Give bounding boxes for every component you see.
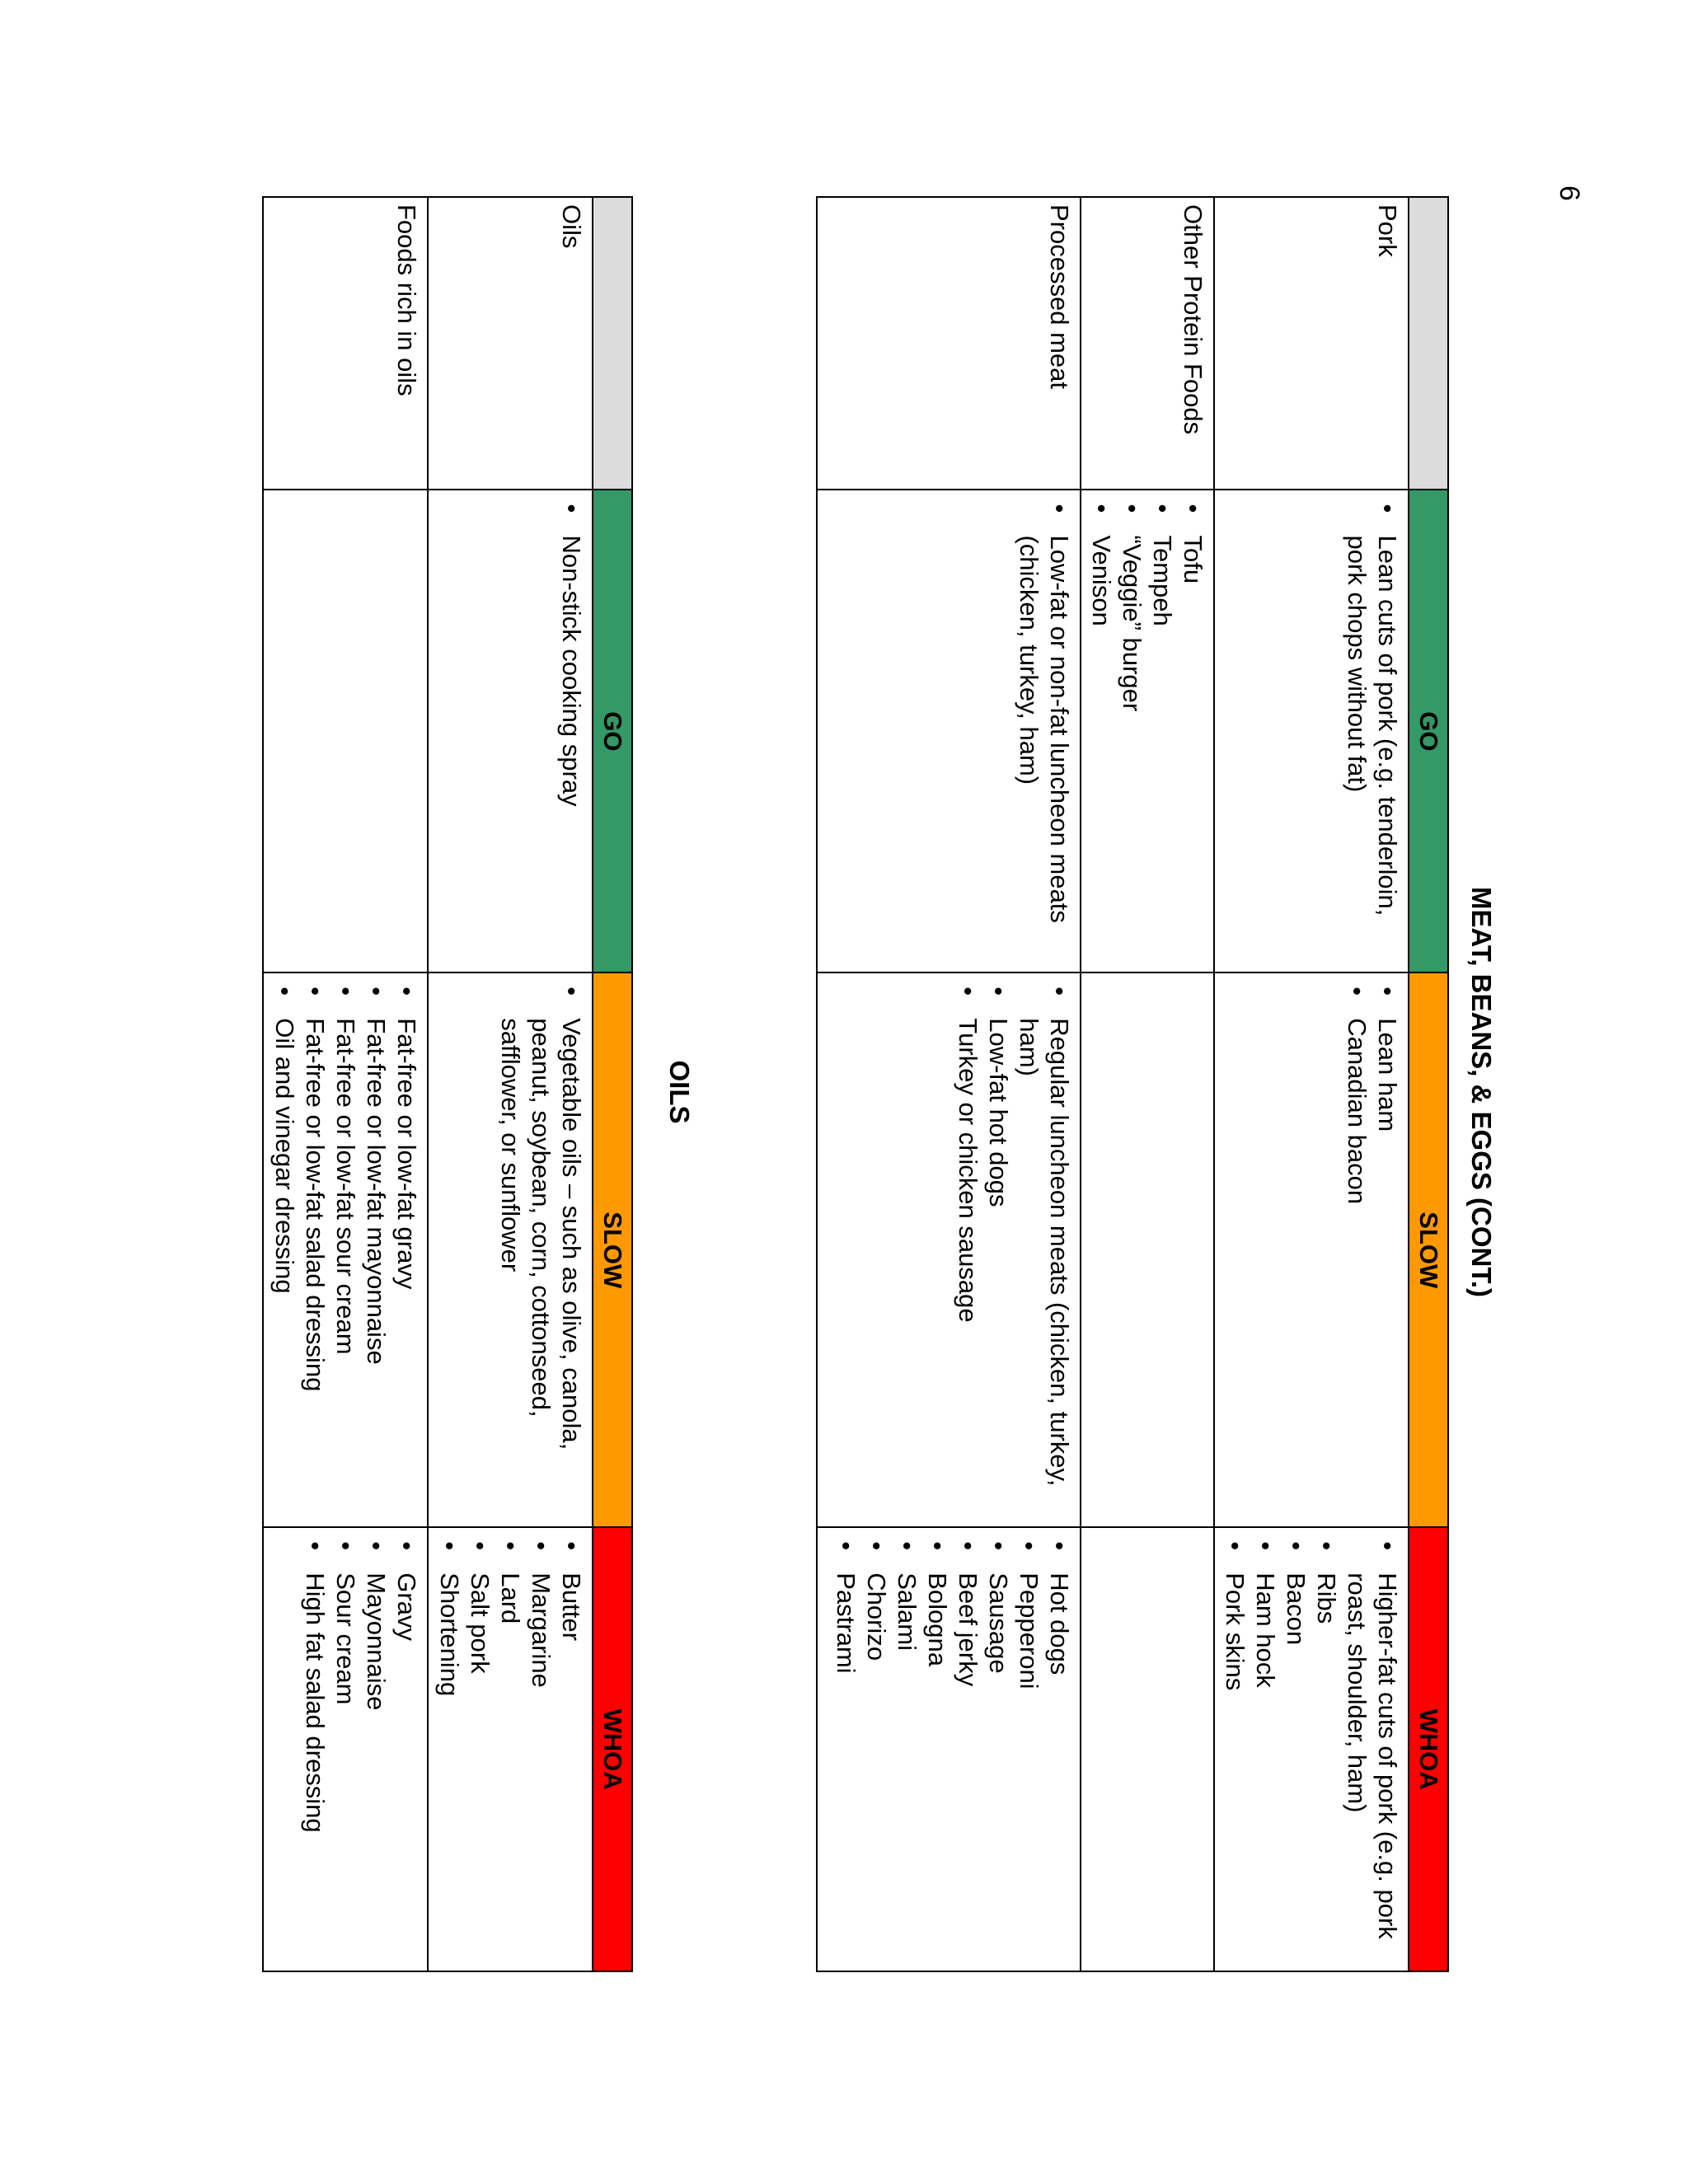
list-item: • Tofu bbox=[1178, 497, 1208, 965]
list-item: • Lard bbox=[495, 1535, 526, 1964]
list-item: • Shortening bbox=[434, 1535, 465, 1964]
list-item: • Fat-free or low-fat gravy bbox=[392, 980, 422, 1520]
list-item: • Low-fat or non-fat luncheon meats (chicken, turkey, ham) bbox=[1014, 497, 1075, 965]
slow-cell bbox=[817, 972, 1081, 1527]
page-number: 6 bbox=[1554, 185, 1585, 201]
table-header-row bbox=[593, 197, 632, 1971]
whoa-cell bbox=[428, 1527, 593, 1971]
header-go: GO bbox=[593, 490, 632, 972]
go-cell bbox=[817, 490, 1081, 972]
list-item: • Oil and vinegar dressing bbox=[270, 980, 300, 1520]
header-whoa: WHOA bbox=[593, 1527, 632, 1971]
whoa-cell bbox=[1214, 1527, 1409, 1971]
list-item: • Gravy bbox=[392, 1535, 422, 1964]
list-item: • Salt pork bbox=[465, 1535, 495, 1964]
header-go: GO bbox=[1409, 490, 1448, 972]
slow-cell bbox=[263, 972, 428, 1527]
row-category: Foods rich in oils bbox=[263, 197, 428, 490]
list-item: • Venison bbox=[1086, 497, 1117, 965]
list-item: • Beef jerky bbox=[953, 1535, 983, 1964]
list-item: • Bologna bbox=[922, 1535, 953, 1964]
list-item: • Butter bbox=[556, 1535, 587, 1964]
section-title-meat: MEAT, BEANS, & EGGS (CONT.) bbox=[1466, 886, 1497, 1298]
header-category bbox=[1409, 197, 1448, 490]
header-slow: SLOW bbox=[593, 972, 632, 1527]
list-item: • Low-fat hot dogs bbox=[983, 980, 1014, 1520]
list-item: • Regular luncheon meats (chicken, turkey, ham) bbox=[1014, 980, 1075, 1520]
whoa-cell bbox=[263, 1527, 428, 1971]
list-item: • Lean ham bbox=[1372, 980, 1403, 1520]
list-item: • Pepperoni bbox=[1014, 1535, 1044, 1964]
table-row bbox=[817, 197, 1081, 1971]
list-item: • Canadian bacon bbox=[1342, 980, 1372, 1520]
list-item: • Fat-free or low-fat mayonnaise bbox=[361, 980, 392, 1520]
list-item: • Tempeh bbox=[1147, 497, 1178, 965]
go-cell bbox=[1214, 490, 1409, 972]
whoa-cell bbox=[1081, 1527, 1214, 1971]
list-item: • Salami bbox=[892, 1535, 922, 1964]
list-item: • Bacon bbox=[1281, 1535, 1311, 1964]
row-category: Oils bbox=[428, 197, 593, 490]
header-category bbox=[593, 197, 632, 490]
list-item: • Ribs bbox=[1311, 1535, 1342, 1964]
list-item: • Hot dogs bbox=[1044, 1535, 1075, 1964]
table-header-row bbox=[1409, 197, 1448, 1971]
row-category: Processed meat bbox=[817, 197, 1081, 490]
list-item: • Non-stick cooking spray bbox=[556, 497, 587, 965]
list-item: • Higher-fat cuts of pork (e.g. pork roast, shoulder, ham) bbox=[1342, 1535, 1403, 1964]
table-row bbox=[1214, 197, 1409, 1971]
list-item: • Mayonnaise bbox=[361, 1535, 392, 1964]
table-row bbox=[428, 197, 593, 1971]
list-item: • High fat salad dressing bbox=[300, 1535, 331, 1964]
row-category: Pork bbox=[1214, 197, 1409, 490]
table-row bbox=[1081, 197, 1214, 1971]
list-item: • Chorizo bbox=[861, 1535, 892, 1964]
list-item: • Fat-free or low-fat sour cream bbox=[331, 980, 361, 1520]
slow-cell bbox=[1081, 972, 1214, 1527]
list-item: • Sausage bbox=[983, 1535, 1014, 1964]
list-item: • “Veggie” burger bbox=[1117, 497, 1147, 965]
list-item: • Margarine bbox=[526, 1535, 556, 1964]
slow-cell bbox=[1214, 972, 1409, 1527]
list-item: • Fat-free or low-fat salad dressing bbox=[300, 980, 331, 1520]
list-item: • Pastrami bbox=[831, 1535, 861, 1964]
list-item: • Lean cuts of pork (e.g. tenderloin, pork chops without fat) bbox=[1342, 497, 1403, 965]
row-category: Other Protein Foods bbox=[1081, 197, 1214, 490]
list-item: • Pork skins bbox=[1220, 1535, 1250, 1964]
slow-cell bbox=[428, 972, 593, 1527]
go-cell bbox=[263, 490, 428, 972]
header-whoa: WHOA bbox=[1409, 1527, 1448, 1971]
table-row bbox=[263, 197, 428, 1971]
list-item: • Vegetable oils – such as olive, canola, peanut, soybean, corn, cottonseed, safflower, or sunflower bbox=[495, 980, 587, 1520]
section-title-oils: OILS bbox=[664, 1060, 695, 1124]
whoa-cell bbox=[817, 1527, 1081, 1971]
meat-beans-eggs-table bbox=[816, 196, 1449, 1972]
list-item: • Sour cream bbox=[331, 1535, 361, 1964]
go-cell bbox=[1081, 490, 1214, 972]
list-item: • Turkey or chicken sausage bbox=[953, 980, 983, 1520]
oils-table bbox=[262, 196, 633, 1972]
go-cell bbox=[428, 490, 593, 972]
header-slow: SLOW bbox=[1409, 972, 1448, 1527]
list-item: • Ham hock bbox=[1250, 1535, 1281, 1964]
